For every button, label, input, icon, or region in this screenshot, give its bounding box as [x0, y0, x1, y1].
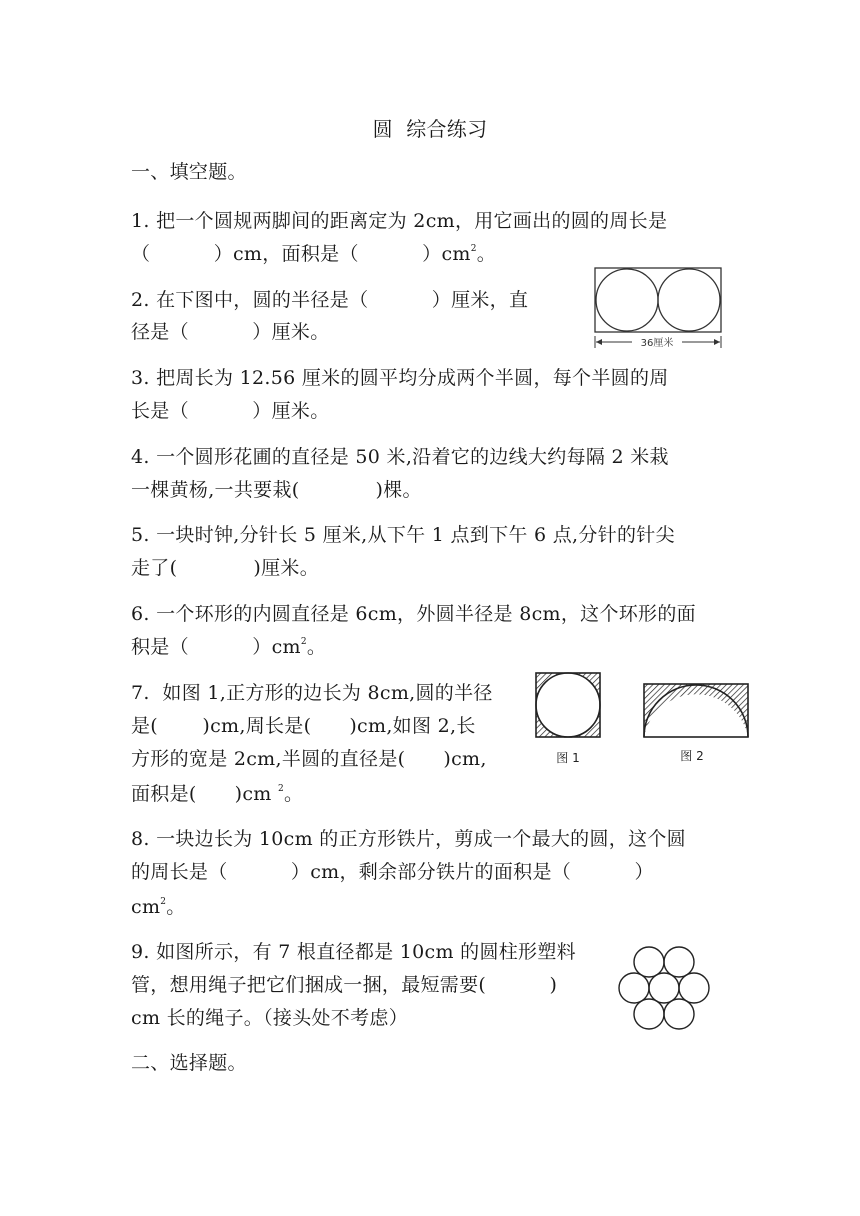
- q8-line1: 8. 一块边长为 10cm 的正方形铁片，剪成一个最大的圆，这个圆: [131, 828, 686, 850]
- two-circles-figure: [592, 266, 724, 352]
- figure-width-label: 36厘米: [640, 338, 674, 349]
- q8-line2: 的周长是（ ）cm，剩余部分铁片的面积是（ ）: [131, 861, 654, 883]
- q9-line3: cm 长的绳子。（接头处不考虑）: [131, 1007, 408, 1029]
- q2-line1: 2. 在下图中，圆的半径是（ ）厘米，直: [131, 289, 529, 311]
- section-multiple-choice: 二、选择题。: [131, 1052, 247, 1074]
- q9-line2: 管，想用绳子把它们捆成一捆，最短需要( ): [131, 974, 558, 996]
- q8-line3: $cm^2$。: [131, 896, 186, 918]
- q9-line1: 9. 如图所示，有 7 根直径都是 10cm 的圆柱形塑料: [131, 941, 576, 963]
- q3-line2: 长是（ ）厘米。: [131, 400, 330, 422]
- q5-line1: 5. 一块时钟,分针长 5 厘米,从下午 1 点到下午 6 点,分针的针尖: [131, 524, 675, 546]
- fig1-label: 图 1: [556, 751, 580, 765]
- q5-line2: 走了( )厘米。: [131, 557, 319, 579]
- seven-pipes-figure: [608, 940, 720, 1036]
- q4-line2: 一棵黄杨,一共要栽( )棵。: [131, 479, 422, 501]
- q6-line1: 6. 一个环形的内圆直径是 6cm，外圆半径是 8cm，这个环形的面: [131, 603, 696, 625]
- figure-square-circle: [532, 670, 608, 770]
- q7-line2: 是( )cm,周长是( )cm,如图 2,长: [131, 715, 476, 737]
- q7-line4: 面积是( )cm $^2$。: [131, 783, 304, 805]
- fig2-label: 图 2: [680, 749, 704, 763]
- q1-line1: 1. 把一个圆规两脚间的距离定为 2cm，用它画出的圆的周长是: [131, 210, 668, 232]
- q1-line2: （ ）cm，面积是（ ）$cm^2$。: [131, 243, 497, 265]
- q2-line2: 径是（ ）厘米。: [131, 321, 330, 343]
- q4-line1: 4. 一个圆形花圃的直径是 50 米,沿着它的边线大约每隔 2 米栽: [131, 446, 669, 468]
- page-title: 圆 综合练习: [372, 117, 488, 141]
- q6-line2: 积是（ ）$cm^2$。: [131, 636, 327, 658]
- q7-line3: 方形的宽是 2cm,半圆的直径是( )cm,: [131, 748, 487, 770]
- q3-line1: 3. 把周长为 12.56 厘米的圆平均分成两个半圆，每个半圆的周: [131, 367, 669, 389]
- figure-rect-semicircle: [640, 680, 752, 770]
- section-fill-in: 一、填空题。: [131, 161, 247, 183]
- q7-line1: 7. 如图 1,正方形的边长为 8cm,圆的半径: [131, 682, 493, 704]
